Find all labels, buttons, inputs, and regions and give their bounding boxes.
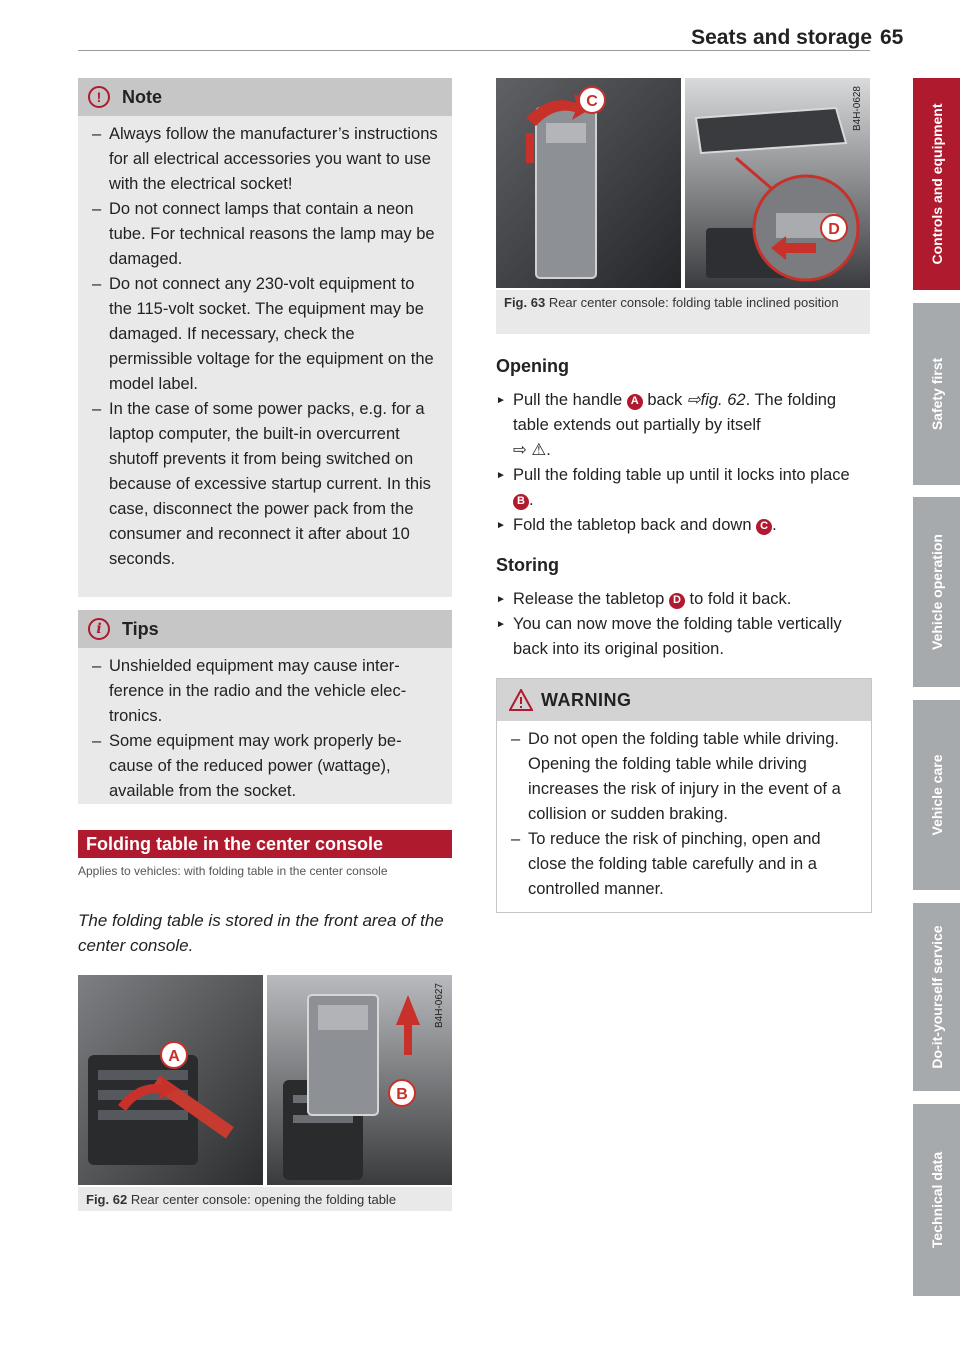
note-item: – In the case of some power packs, e.g. for a laptop computer, the built-in overcurrent shutoff prevents it from being switched on because of excessive startup current. In this case, disconnect the power pack from the consumer and reconnect it after about 10 seconds.	[92, 397, 440, 572]
section-title-banner: Folding table in the center console	[78, 830, 452, 858]
label-d: D	[669, 593, 685, 609]
tips-list	[78, 648, 452, 812]
callout-c: C	[586, 93, 598, 110]
figure-63-label: Fig. 63	[504, 295, 546, 310]
step-text: back	[642, 391, 687, 409]
warning-list	[497, 721, 871, 912]
callout-a: A	[168, 1048, 180, 1065]
applies-to-text: Applies to vehicles: with folding table in the center console	[78, 864, 388, 878]
opening-steps	[496, 388, 870, 538]
warning-triangle-icon	[509, 689, 533, 711]
figure-62-caption	[78, 1187, 452, 1211]
label-b: B	[513, 494, 529, 510]
arrow-icon: ⇨	[686, 391, 701, 409]
side-tab-label: Do-it-yourself service	[928, 925, 945, 1069]
figure-62-label: Fig. 62	[86, 1192, 128, 1207]
label-c: C	[756, 519, 772, 535]
console-photo-opening	[78, 975, 452, 1185]
note-list	[78, 116, 452, 580]
warning-item: – Do not open the folding table while driving. Opening the folding table while driving increases the risk of injury in the event of a collision or sudden braking.	[511, 727, 859, 827]
tips-item: – Some equipment may work properly because of the reduced power (wattage), available from the socket.	[92, 729, 440, 804]
step-text: Fold the tabletop back and down	[513, 516, 757, 534]
note-box-header	[78, 78, 452, 116]
storing-heading: Storing	[496, 555, 559, 575]
note-item: – Do not connect lamps that contain a neon tube. For technical reasons the lamp may be damaged.	[92, 197, 440, 272]
warning-title: WARNING	[541, 689, 632, 710]
label-a: A	[627, 394, 643, 410]
side-tab-technical-data[interactable]	[913, 1104, 960, 1296]
figure-62-caption-text: Rear center console: opening the folding table	[130, 1192, 397, 1207]
step-text: . The folding table extends out partially by itself	[513, 391, 837, 434]
step-text: .	[772, 516, 777, 534]
side-tab-controls[interactable]	[913, 78, 960, 290]
storing-step	[496, 587, 870, 612]
storing-step: ► You can now move the folding table vertically back into its original position.	[496, 612, 870, 662]
page-number: 65	[880, 26, 904, 49]
figure-63-image	[496, 78, 870, 288]
step-text: Release the tabletop	[513, 590, 669, 608]
figure-63-code: B4H-0628	[852, 86, 863, 132]
warning-box	[496, 678, 872, 913]
opening-step	[496, 463, 870, 513]
exclamation-icon: !	[88, 86, 110, 108]
figure-reference-link[interactable]: fig. 62	[700, 391, 746, 409]
side-tab-vehicle-care[interactable]	[913, 700, 960, 890]
info-icon: i	[88, 618, 110, 640]
side-tab-diy-service[interactable]	[913, 903, 960, 1091]
tips-box-header	[78, 610, 452, 648]
header-rule	[78, 50, 870, 51]
section-header-title: Seats and storage	[691, 26, 872, 49]
note-item: – Always follow the manufacturer’s instructions for all electrical accessories you want to use with the electrical socket!	[92, 122, 440, 197]
figure-63-caption	[496, 290, 870, 334]
figure-63-caption-text: Rear center console: folding table inclined position	[548, 295, 839, 310]
step-text: Pull the handle	[513, 391, 627, 409]
tips-item: – Unshielded equipment may cause interference in the radio and the vehicle electronics.	[92, 654, 440, 729]
side-tab-safety[interactable]	[913, 303, 960, 485]
step-text: .	[529, 491, 534, 509]
side-tab-label: Vehicle care	[928, 754, 945, 836]
note-title: Note	[122, 86, 162, 107]
console-photo-inclined	[496, 78, 870, 288]
side-tab-vehicle-operation[interactable]	[913, 497, 960, 687]
warning-item: – To reduce the risk of pinching, open and close the folding table carefully and in a controlled manner.	[511, 827, 859, 902]
warning-reference-link[interactable]: ⇨ ⚠.	[513, 441, 551, 459]
warning-header	[497, 679, 871, 721]
note-item: – Do not connect any 230-volt equipment to the 115-volt socket. The equipment may be damaged. If necessary, check the permissible voltage for the equipment on the model label.	[92, 272, 440, 397]
figure-62-code: B4H-0627	[434, 983, 445, 1029]
callout-d: D	[828, 221, 840, 238]
side-tab-label: Controls and equipment	[928, 103, 945, 265]
side-tab-label: Technical data	[928, 1151, 945, 1249]
storing-steps	[496, 587, 870, 662]
intro-text: The folding table is stored in the front area of the center console.	[78, 911, 444, 955]
opening-step	[496, 388, 870, 463]
tips-title: Tips	[122, 618, 159, 639]
side-tab-label: Safety first	[928, 357, 945, 431]
step-text: Pull the folding table up until it locks into place	[513, 466, 850, 484]
figure-62-image	[78, 975, 452, 1185]
callout-b: B	[396, 1086, 408, 1103]
opening-step	[496, 513, 870, 538]
opening-heading: Opening	[496, 356, 569, 376]
side-tab-label: Vehicle operation	[928, 534, 945, 650]
tips-box	[78, 610, 452, 804]
note-box	[78, 78, 452, 597]
step-text: to fold it back.	[684, 590, 792, 608]
